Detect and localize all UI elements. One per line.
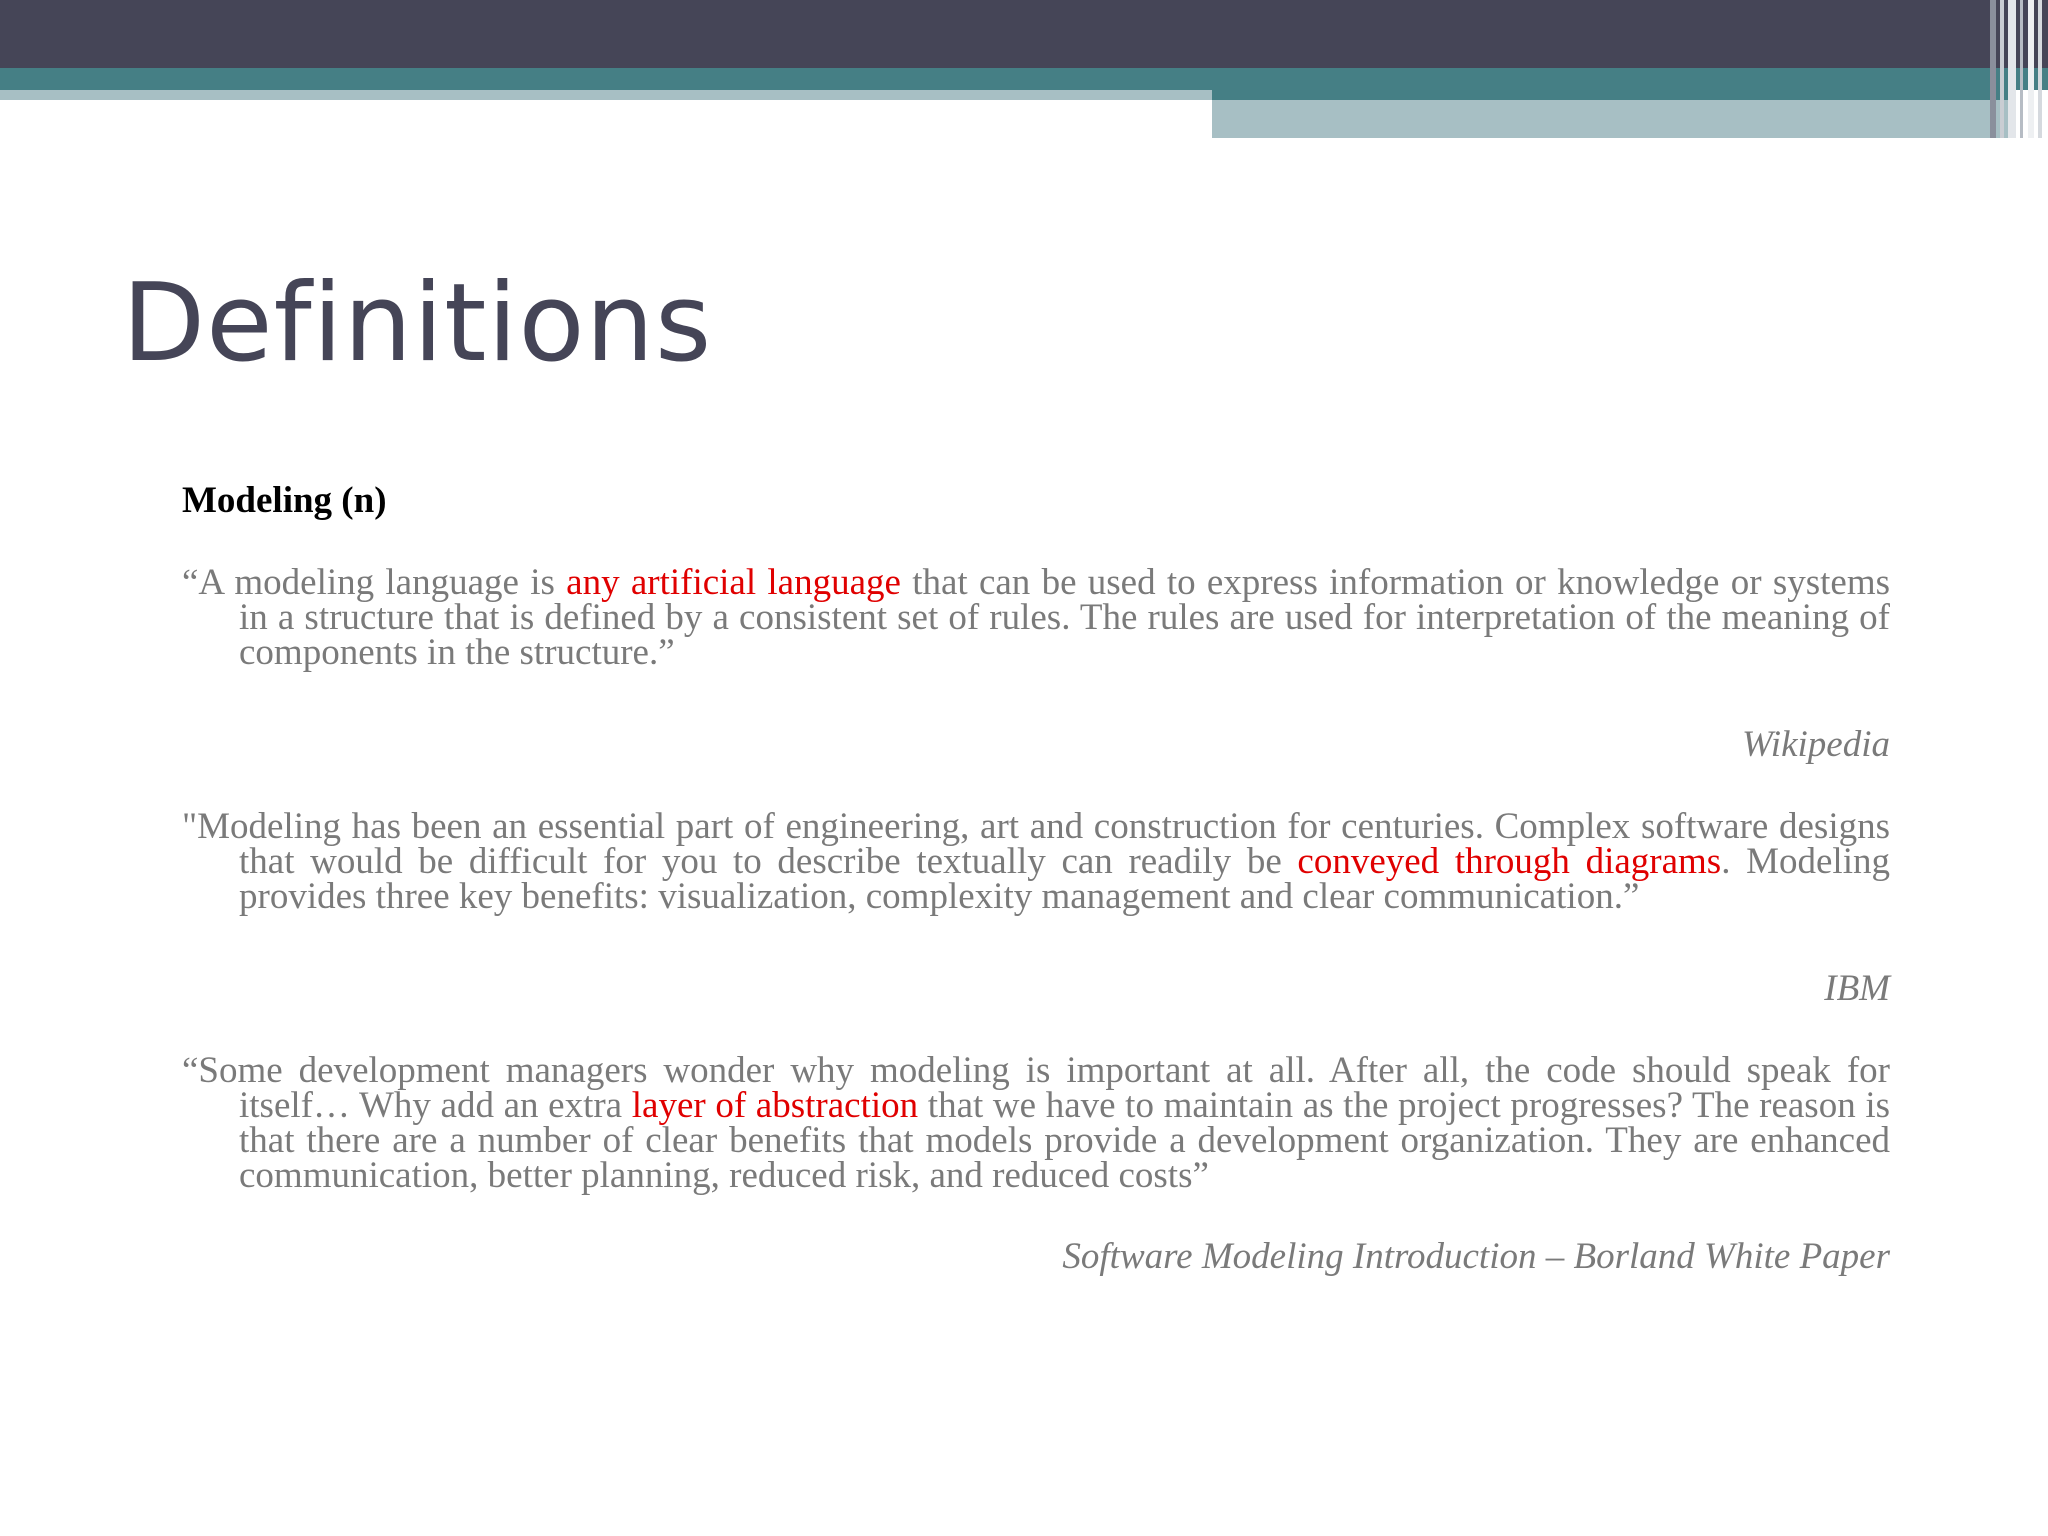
quote-text: . Modeling provides three key benefits: visualization, complexity management and clear communication.” <box>239 840 1890 917</box>
definitions-content <box>182 480 1890 1277</box>
source-wikipedia: Wikipedia <box>1742 723 1890 765</box>
quote-wikipedia <box>182 561 1890 673</box>
quote-ibm <box>182 805 1890 917</box>
quote-text: that we have to maintain as the project progresses? The reason is that there are a number of clear benefits that models provide a development organization. They are enhanced communication, better planning, reduced risk, and reduced costs” <box>239 1084 1891 1196</box>
header-dark-band <box>0 0 2048 68</box>
quote-borland <box>182 1049 1891 1196</box>
quote-text: “A modeling language is <box>182 561 567 603</box>
quote-text: “Some development managers wonder why modeling is important at all. After all, the code should speak for itself… Why add an extra <box>182 1049 1890 1126</box>
source-ibm: IBM <box>1824 967 1890 1009</box>
highlight-text: conveyed through diagrams <box>1297 840 1722 882</box>
quote-text: that can be used to express information or knowledge or systems in a structure that is defined by a consistent set of rules. The rules are used for interpretation of the meaning of components in the structure.” <box>239 561 1890 673</box>
header-light-band-right <box>1212 100 2012 138</box>
header-right-stripes <box>1990 0 2048 138</box>
quote-text: "Modeling has been an essential part of engineering, art and construction for centuries. Complex software designs that would be difficult for you to describe textually can readily be <box>182 805 1890 882</box>
highlight-text: any artificial language <box>566 561 901 603</box>
term-heading: Modeling (n) <box>182 480 387 521</box>
slide-title: Definitions <box>122 261 713 386</box>
header-teal-band <box>0 68 2048 90</box>
header-teal-band-right <box>1212 90 2012 100</box>
highlight-text: layer of abstraction <box>631 1084 919 1126</box>
header-light-band-left <box>0 90 1212 100</box>
source-borland: Software Modeling Introduction – Borland White Paper <box>1062 1235 1890 1277</box>
